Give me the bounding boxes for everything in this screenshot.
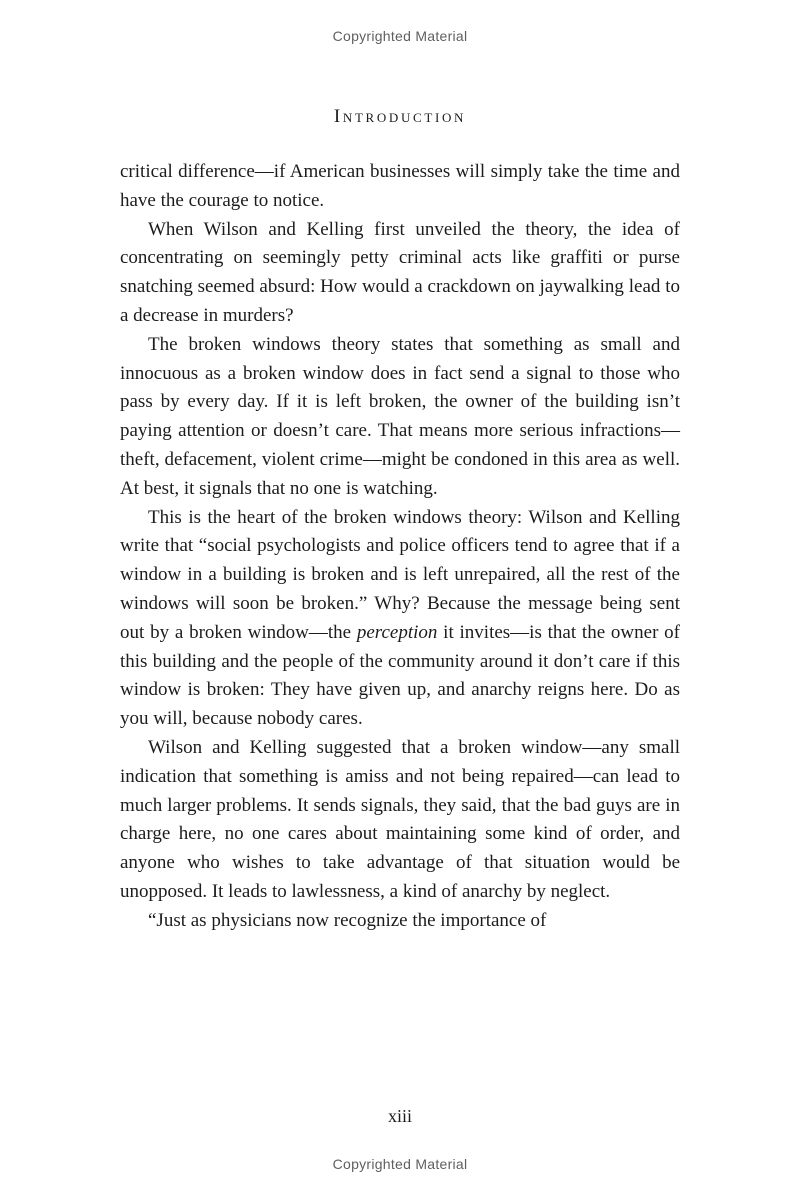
text-run: When Wilson and Kelling first unveiled the theory, the idea of concentrating on seemingly petty criminal acts like graffiti or purse snatching seemed absurd: How would a crackdown on jaywalking lead to a decrease in murders? (120, 218, 680, 326)
paragraph (120, 734, 680, 907)
text-run: “Just as physicians now recognize the importance of (148, 909, 547, 931)
italic-text-run: perception (356, 621, 438, 643)
paragraph (120, 331, 680, 504)
text-run: critical difference—if American businesses will simply take the time and have the courage to notice. (120, 161, 680, 211)
paragraph (120, 504, 680, 734)
text-run: it invites—is that the owner of this building and the people of the community around it don’t care if this window is broken: They have given up, and anarchy reigns here. Do as you will, because nobody cares. (120, 621, 681, 730)
paragraph (120, 216, 680, 331)
copyright-notice-top: Copyrighted Material (332, 28, 468, 44)
text-run: Wilson and Kelling suggested that a broken window—any small indication that something is amiss and not being repaired—can lead to much larger problems. It sends signals, they said, that the bad guys are in charge here, no one cares about maintaining some kind of order, and anyone who wishes to take advantage of that situation would be unopposed. It leads to lawlessness, a kind of anarchy by neglect. (120, 736, 680, 902)
paragraph (120, 158, 680, 216)
page-number: xiii (387, 1106, 412, 1126)
chapter-header: Introduction (333, 106, 467, 127)
text-run: The broken windows theory states that something as small and innocuous as a broken window does in fact send a signal to those who pass by every day. If it is left broken, the owner of the building isn’t paying attention or doesn’t care. That means more serious infractions—theft, defacement, violent crime—might be condoned in this area as well. At best, it signals that no one is watching. (120, 333, 680, 499)
text-run: This is the heart of the broken windows theory: Wilson and Kelling write that “social psychologists and police officers tend to agree that if a window in a building is broken and is left unrepaired, all the rest of the windows will soon be broken.” Why? Because the message being sent out by a broken window—the (120, 506, 680, 643)
copyright-notice-bottom: Copyrighted Material (332, 1156, 468, 1172)
paragraph (120, 907, 680, 936)
body-text (120, 158, 680, 936)
